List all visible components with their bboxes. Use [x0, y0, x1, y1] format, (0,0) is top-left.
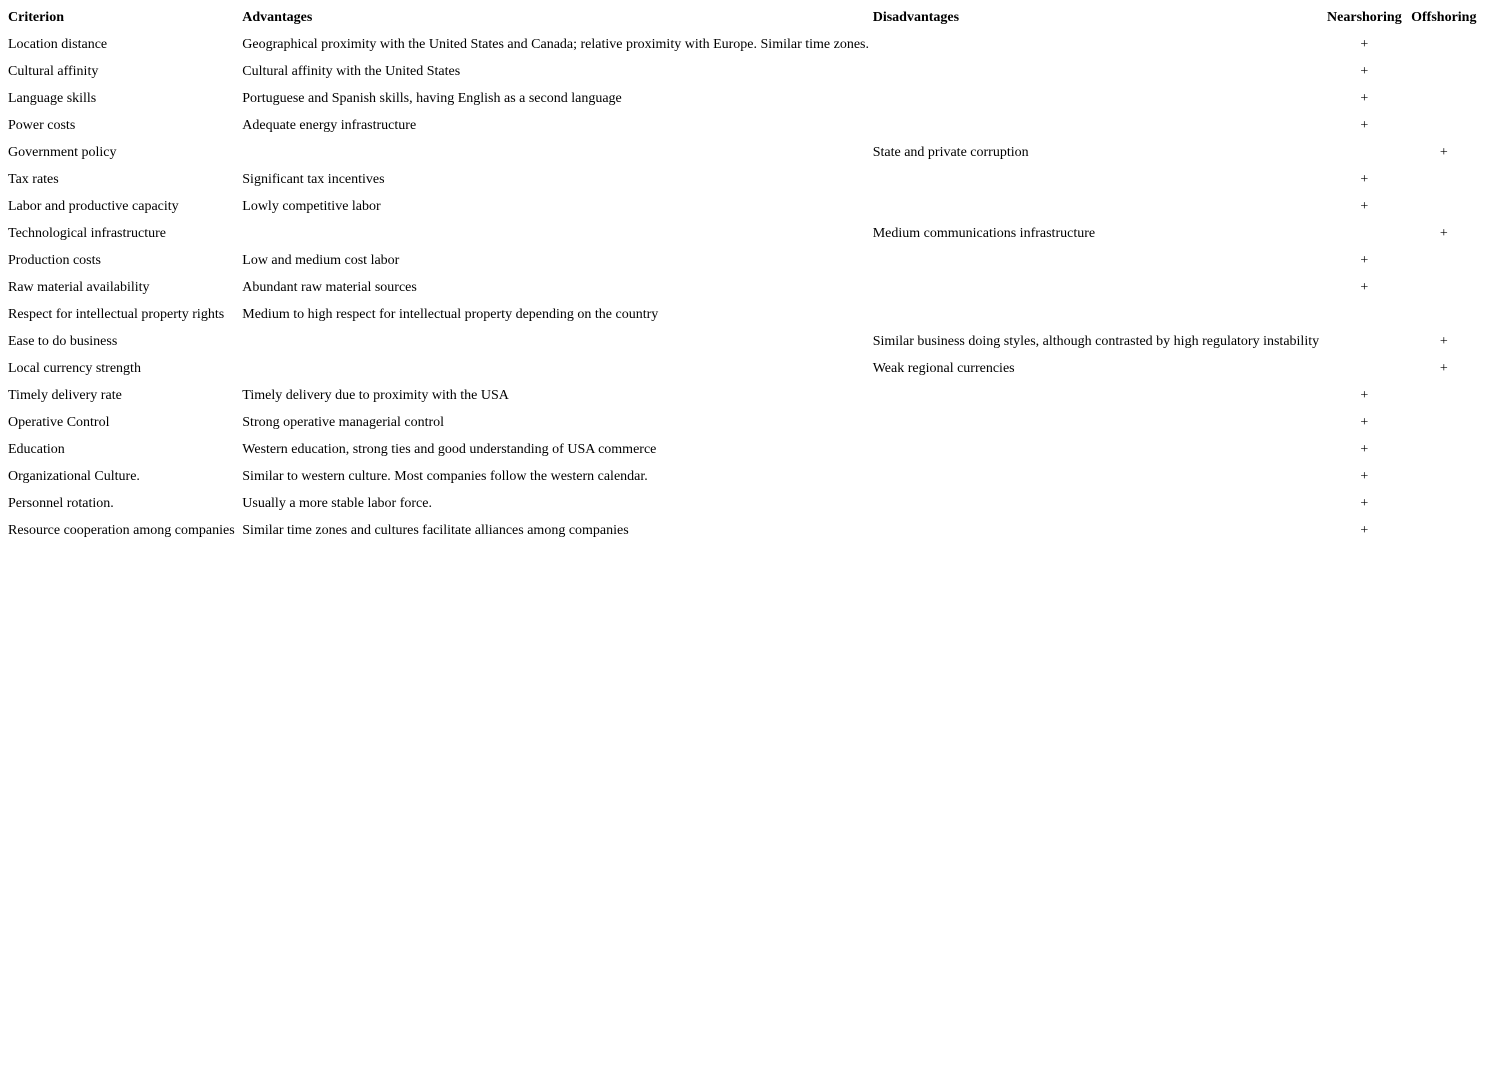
cell-criterion: Government policy	[8, 145, 117, 160]
cell-criterion: Ease to do business	[8, 334, 118, 349]
cell-disadvantages	[873, 278, 1320, 303]
cell-offshoring	[1409, 494, 1479, 519]
cell-offshoring	[1409, 305, 1479, 330]
cell-nearshoring: +	[1360, 253, 1369, 268]
table-row	[8, 359, 1479, 384]
cell-offshoring	[1409, 89, 1479, 114]
cell-nearshoring: +	[1360, 199, 1369, 214]
cell-disadvantages	[873, 170, 1320, 195]
cell-nearshoring: +	[1360, 442, 1369, 457]
table-row	[8, 305, 1479, 330]
cell-disadvantages	[873, 521, 1320, 546]
cell-offshoring	[1409, 278, 1479, 303]
cell-disadvantages	[873, 467, 1320, 492]
table-row	[8, 278, 1479, 303]
header-criterion: Criterion	[8, 10, 64, 25]
cell-advantages: Lowly competitive labor	[242, 199, 381, 214]
cell-advantages: Strong operative managerial control	[242, 415, 445, 430]
cell-offshoring	[1409, 521, 1479, 546]
table-row	[8, 143, 1479, 168]
cell-advantages: Similar time zones and cultures facilitate alliances among companies	[242, 523, 629, 538]
cell-nearshoring: +	[1360, 37, 1369, 52]
cell-criterion: Production costs	[8, 253, 101, 268]
cell-criterion: Location distance	[8, 37, 108, 52]
cell-criterion: Tax rates	[8, 172, 59, 187]
cell-offshoring	[1409, 386, 1479, 411]
table-row	[8, 386, 1479, 411]
cell-offshoring: +	[1439, 334, 1448, 349]
table-row	[8, 170, 1479, 195]
cell-disadvantages	[873, 305, 1320, 330]
table-row	[8, 89, 1479, 114]
cell-offshoring	[1409, 467, 1479, 492]
cell-offshoring	[1409, 413, 1479, 438]
header-advantages: Advantages	[242, 10, 313, 25]
cell-offshoring	[1409, 62, 1479, 87]
cell-disadvantages: State and private corruption	[872, 145, 1029, 160]
cell-nearshoring	[1324, 305, 1404, 330]
table-row	[8, 224, 1479, 249]
cell-criterion: Local currency strength	[8, 361, 141, 376]
table-row	[8, 62, 1479, 87]
header-row	[8, 8, 1479, 33]
cell-advantages: Cultural affinity with the United States	[242, 64, 461, 79]
cell-nearshoring	[1324, 332, 1404, 357]
cell-disadvantages	[873, 251, 1320, 276]
cell-advantages	[242, 359, 868, 384]
cell-nearshoring: +	[1360, 388, 1369, 403]
table-row	[8, 521, 1479, 546]
cell-advantages	[242, 332, 868, 357]
cell-criterion: Education	[8, 442, 65, 457]
header-offshoring: Offshoring	[1411, 10, 1477, 25]
cell-nearshoring: +	[1360, 280, 1369, 295]
table-header	[8, 8, 1479, 33]
cell-advantages: Adequate energy infrastructure	[242, 118, 417, 133]
cell-nearshoring: +	[1360, 64, 1369, 79]
cell-nearshoring: +	[1360, 172, 1369, 187]
cell-offshoring	[1409, 116, 1479, 141]
cell-disadvantages	[873, 494, 1320, 519]
cell-advantages: Portuguese and Spanish skills, having English as a second language	[242, 91, 622, 106]
cell-offshoring	[1409, 197, 1479, 222]
cell-disadvantages	[873, 62, 1320, 87]
cell-nearshoring	[1324, 143, 1404, 168]
table-row	[8, 35, 1479, 60]
cell-advantages	[242, 224, 868, 249]
cell-nearshoring: +	[1360, 91, 1369, 106]
header-disadvantages: Disadvantages	[872, 10, 960, 25]
cell-advantages: Similar to western culture. Most companies follow the western calendar.	[242, 469, 648, 484]
cell-disadvantages: Medium communications infrastructure	[872, 226, 1096, 241]
cell-nearshoring: +	[1360, 523, 1369, 538]
cell-disadvantages	[873, 413, 1320, 438]
comparison-table	[4, 6, 1483, 548]
cell-advantages: Geographical proximity with the United States and Canada; relative proximity with Europe. Similar time zones.	[242, 37, 870, 52]
cell-criterion: Language skills	[8, 91, 97, 106]
table-row	[8, 413, 1479, 438]
cell-nearshoring: +	[1360, 118, 1369, 133]
cell-criterion: Timely delivery rate	[8, 388, 122, 403]
cell-nearshoring: +	[1360, 469, 1369, 484]
cell-disadvantages	[873, 440, 1320, 465]
cell-advantages: Abundant raw material sources	[242, 280, 417, 295]
cell-advantages: Timely delivery due to proximity with the USA	[242, 388, 509, 403]
cell-criterion: Power costs	[8, 118, 76, 133]
cell-disadvantages	[873, 386, 1320, 411]
cell-criterion: Resource cooperation among companies	[8, 523, 235, 538]
cell-disadvantages	[873, 35, 1320, 60]
table-body	[8, 35, 1479, 546]
cell-disadvantages: Similar business doing styles, although contrasted by high regulatory instability	[872, 334, 1320, 349]
cell-offshoring: +	[1439, 361, 1448, 376]
cell-nearshoring	[1324, 224, 1404, 249]
table-row	[8, 440, 1479, 465]
cell-offshoring: +	[1439, 145, 1448, 160]
table-row	[8, 467, 1479, 492]
cell-criterion: Respect for intellectual property rights	[8, 307, 225, 322]
cell-disadvantages	[873, 116, 1320, 141]
cell-criterion: Technological infrastructure	[8, 226, 167, 241]
table-row	[8, 197, 1479, 222]
cell-criterion: Operative Control	[8, 415, 110, 430]
cell-offshoring	[1409, 35, 1479, 60]
cell-advantages: Western education, strong ties and good understanding of USA commerce	[242, 442, 657, 457]
cell-criterion: Personnel rotation.	[8, 496, 114, 511]
cell-disadvantages: Weak regional currencies	[872, 361, 1015, 376]
table-row	[8, 116, 1479, 141]
cell-criterion: Raw material availability	[8, 280, 150, 295]
cell-disadvantages	[873, 197, 1320, 222]
header-nearshoring: Nearshoring	[1327, 10, 1402, 25]
cell-offshoring	[1409, 440, 1479, 465]
cell-offshoring	[1409, 170, 1479, 195]
cell-advantages: Usually a more stable labor force.	[242, 496, 432, 511]
cell-advantages: Significant tax incentives	[242, 172, 385, 187]
table-row	[8, 251, 1479, 276]
cell-disadvantages	[873, 89, 1320, 114]
cell-criterion: Cultural affinity	[8, 64, 99, 79]
cell-criterion: Organizational Culture.	[8, 469, 140, 484]
cell-nearshoring: +	[1360, 415, 1369, 430]
cell-criterion: Labor and productive capacity	[8, 199, 179, 214]
cell-advantages: Medium to high respect for intellectual property depending on the country	[242, 307, 659, 322]
cell-advantages: Low and medium cost labor	[242, 253, 400, 268]
cell-offshoring	[1409, 251, 1479, 276]
table-row	[8, 332, 1479, 357]
cell-nearshoring: +	[1360, 496, 1369, 511]
cell-nearshoring	[1324, 359, 1404, 384]
table-row	[8, 494, 1479, 519]
cell-advantages	[242, 143, 868, 168]
cell-offshoring: +	[1439, 226, 1448, 241]
